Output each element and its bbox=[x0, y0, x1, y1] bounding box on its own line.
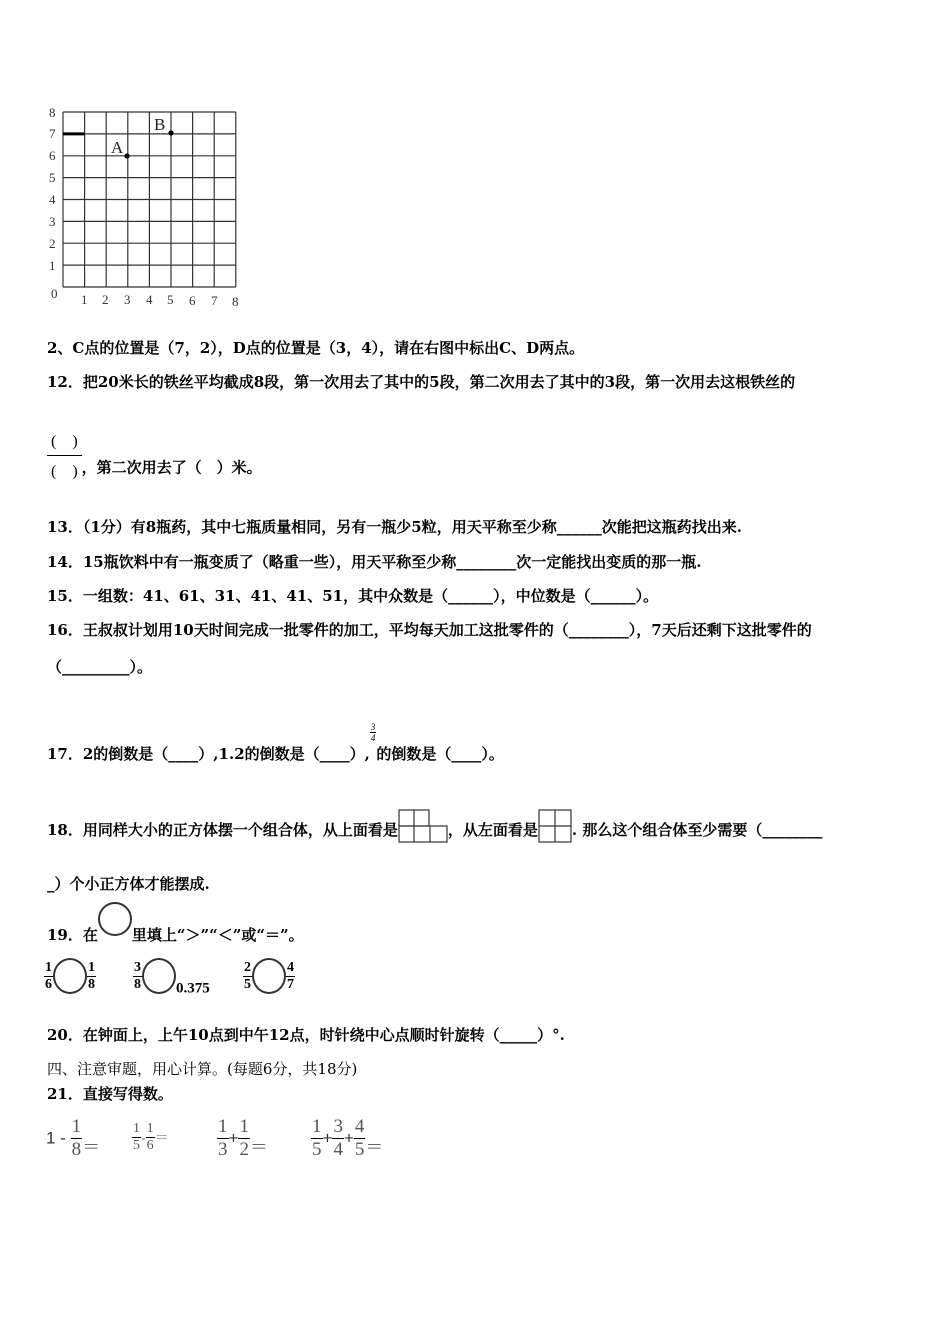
fraction-denominator: 3 bbox=[218, 1139, 228, 1160]
fraction-denominator: 5 bbox=[133, 1138, 140, 1153]
fraction-numerator: 1 bbox=[133, 1121, 140, 1136]
compare-circle[interactable] bbox=[142, 958, 176, 994]
fraction-numerator: 1 bbox=[45, 959, 52, 975]
y-label: 7 bbox=[49, 126, 56, 141]
fraction-denominator: 7 bbox=[287, 976, 294, 992]
fraction-numerator: 2 bbox=[244, 959, 251, 975]
fraction-numerator: 1 bbox=[71, 1116, 82, 1137]
fraction-numerator: 4 bbox=[287, 959, 294, 975]
question-18-line1 bbox=[47, 806, 822, 840]
y-label: 0 bbox=[51, 286, 58, 301]
fraction-denominator: 4 bbox=[370, 733, 376, 743]
question-12-fraction bbox=[47, 428, 262, 481]
equals-sign: ＝ bbox=[365, 1136, 384, 1157]
equals-sign: ＝ bbox=[249, 1136, 268, 1157]
y-axis-labels bbox=[49, 105, 58, 301]
calc-lead: 1 - bbox=[46, 1128, 66, 1148]
question-12-line2: ，第二次用去了（ ）米。 bbox=[81, 458, 262, 477]
fraction-numerator: 1 bbox=[312, 1116, 322, 1137]
y-label: 5 bbox=[49, 170, 56, 185]
question-19-item-2 bbox=[133, 958, 210, 1000]
calc-expression-4 bbox=[311, 1116, 383, 1161]
coordinate-grid-figure bbox=[40, 100, 250, 315]
operator: - bbox=[141, 1129, 146, 1146]
question-18-text-b: ，从左面看是 bbox=[447, 821, 538, 839]
fraction-denominator: 5 bbox=[312, 1139, 322, 1160]
x-axis-labels bbox=[81, 292, 239, 309]
top-view-figure bbox=[398, 809, 448, 843]
operator: + bbox=[322, 1128, 333, 1148]
fraction-numerator: 4 bbox=[354, 1116, 365, 1137]
question-18-text-a: 18．用同样大小的正方体摆一个组合体，从上面看是 bbox=[47, 821, 398, 839]
compare-circle[interactable] bbox=[252, 958, 286, 994]
question-18-line2: _）个小正方体才能摆成. bbox=[47, 875, 210, 893]
section-4-heading: 四、注意审题，用心计算。(每题6分，共18分) bbox=[47, 1060, 358, 1078]
x-label: 1 bbox=[81, 292, 88, 307]
fraction-denominator: 2 bbox=[239, 1139, 249, 1160]
fraction-denominator: 5 bbox=[354, 1139, 365, 1160]
question-19-text-a: 19．在 bbox=[47, 926, 98, 944]
question-14: 14．15瓶饮料中有一瓶变质了（略重一些），用天平称至少称________次一定能找出变质的那一瓶. bbox=[47, 553, 702, 571]
question-12-line1: 12．把20米长的铁丝平均截成8段，第一次用去了其中的5段，第二次用去了其中的3段，第一次用去这根铁丝的 bbox=[47, 373, 796, 391]
compare-circle[interactable] bbox=[53, 958, 87, 994]
x-label: 3 bbox=[124, 292, 131, 307]
x-label: 7 bbox=[211, 293, 218, 308]
question-11-part2: 2、C点的位置是（7，2），D点的位置是（3，4），请在右图中标出C、D两点。 bbox=[47, 339, 585, 357]
fraction-numerator: 1 bbox=[88, 959, 95, 975]
equals-sign: ＝ bbox=[82, 1136, 101, 1157]
fraction-numerator: 1 bbox=[146, 1121, 154, 1136]
fraction-numerator: ( ) bbox=[47, 428, 82, 456]
compare-value: 0.375 bbox=[176, 980, 210, 997]
x-label: 2 bbox=[102, 292, 109, 307]
fraction-numerator: 3 bbox=[333, 1116, 343, 1137]
left-view-figure bbox=[538, 809, 572, 843]
x-label: 8 bbox=[232, 294, 239, 309]
y-label: 6 bbox=[49, 148, 56, 163]
fraction-numerator: 1 bbox=[239, 1116, 249, 1137]
x-label: 6 bbox=[189, 293, 196, 308]
y-label: 8 bbox=[49, 105, 56, 120]
question-19-item-1 bbox=[44, 958, 96, 1000]
fraction-numerator: 3 bbox=[134, 959, 141, 975]
question-15: 15．一组数：41、61、31、41、41、51，其中众数是（______），中位数是（______）。 bbox=[47, 587, 659, 605]
fraction-numerator: 3 bbox=[370, 722, 376, 732]
question-17-text-b: 的倒数是（____）。 bbox=[376, 745, 504, 763]
point-b-label: B bbox=[154, 115, 166, 134]
fraction-denominator: 8 bbox=[134, 976, 141, 992]
fraction-denominator: 8 bbox=[71, 1139, 82, 1160]
question-16-line2: （_________）。 bbox=[47, 658, 153, 676]
point-b bbox=[168, 130, 173, 135]
question-13: 13．（1分）有8瓶药，其中七瓶质量相同，另有一瓶少5粒，用天平称至少称______次能把这瓶药找出来. bbox=[47, 518, 742, 536]
y-label: 4 bbox=[49, 192, 56, 207]
fraction-denominator: 6 bbox=[146, 1138, 154, 1153]
calc-expression-3 bbox=[217, 1116, 268, 1161]
question-18-text-c: . 那么这个组合体至少需要（________ bbox=[571, 821, 823, 839]
question-21-title: 21．直接写得数。 bbox=[47, 1085, 173, 1103]
fraction-denominator: 6 bbox=[45, 976, 52, 992]
x-label: 5 bbox=[167, 292, 174, 307]
operator: + bbox=[228, 1128, 239, 1148]
question-17 bbox=[47, 722, 504, 764]
calc-expression-2 bbox=[132, 1121, 169, 1154]
fraction-denominator: 8 bbox=[88, 976, 95, 992]
question-16-line1: 16．王叔叔计划用10天时间完成一批零件的加工，平均每天加工这批零件的（________），7天后还剩下这批零件的 bbox=[47, 621, 812, 639]
point-a-label: A bbox=[111, 138, 124, 157]
fraction-denominator: 4 bbox=[333, 1139, 343, 1160]
question-19-text-b: 里填上“＞”“＜”或“＝”。 bbox=[131, 926, 304, 944]
compare-circle-icon bbox=[98, 902, 132, 936]
fraction-denominator: ( ) bbox=[51, 463, 78, 480]
calc-expression-1 bbox=[46, 1116, 100, 1161]
point-a bbox=[124, 153, 129, 158]
question-19-title bbox=[47, 902, 304, 944]
fraction-numerator: 1 bbox=[218, 1116, 228, 1137]
fraction-denominator: 5 bbox=[244, 976, 251, 992]
y-label: 3 bbox=[49, 214, 56, 229]
question-20: 20．在钟面上，上午10点到中午12点，时针绕中心点顺时针旋转（_____）°. bbox=[47, 1026, 565, 1044]
x-label: 4 bbox=[146, 292, 153, 307]
question-19-item-3 bbox=[243, 958, 295, 1000]
equals-sign: ＝ bbox=[154, 1129, 169, 1146]
operator: + bbox=[343, 1128, 354, 1148]
question-17-text-a: 17．2的倒数是（____）,1.2的倒数是（____）, bbox=[47, 745, 370, 763]
y-label: 2 bbox=[49, 236, 56, 251]
y-label: 1 bbox=[49, 258, 56, 273]
